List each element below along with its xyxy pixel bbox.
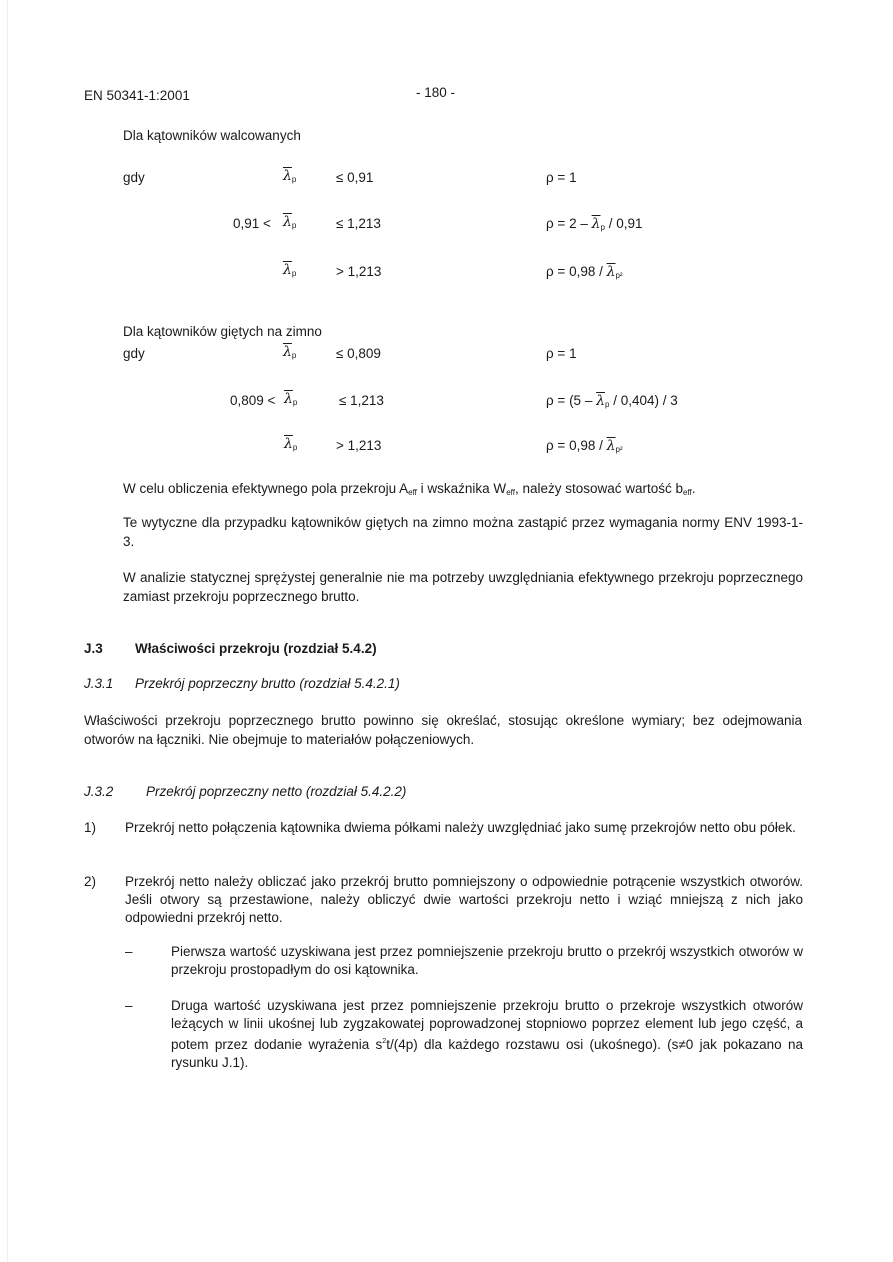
rolled-gdy: gdy (123, 170, 145, 185)
rolled-row2-lambda: $\overline{\lambda}_p$ (283, 214, 297, 230)
page-number: - 180 - (416, 85, 456, 100)
rolled-row3-condition: > 1,213 (336, 264, 382, 279)
cold-gdy: gdy (123, 346, 145, 361)
cold-row3-condition: > 1,213 (336, 438, 382, 453)
dash-1-text: Pierwsza wartość uzyskiwana jest przez pomniejszenie przekroju brutto o przekrój wszystkich otworów w przekroju prostopadłym do osi kątownika. (171, 944, 803, 977)
dash-2-text: Druga wartość uzyskiwana jest przez pomniejszenie przekroju brutto o przekroje wszystkich otworów leżących w linii ukośnej lub zygzakowatej poprowadzonej stopniowo poprzez element lub jego część, a potem przez dodanie wyrażenia $s^2t/(4p)$ dla każdego rozstawu osi (ukośnego). (s≠0 jak pokazano na rysunku J.1). (171, 998, 803, 1070)
cold-formed-paragraph: Te wytyczne dla przypadku kątowników giętych na zimno można zastąpić przez wymagania normy ENV 1993-1-3. (123, 515, 803, 549)
rolled-row2-rho: $\rho = 2 - \overline{\lambda}_p / 0,91$ (546, 216, 643, 232)
rolled-row1-rho: ρ = 1 (546, 170, 577, 185)
rolled-heading: Dla kątowników walcowanych (123, 128, 301, 143)
cold-row2-rho: $\rho = (5 - \overline{\lambda}_p / 0,404) / 3$ (546, 393, 678, 409)
item-1-number: 1) (84, 820, 97, 835)
section-j32-number: J.3.2 (84, 784, 114, 799)
rolled-row2-condition: ≤ 1,213 (336, 216, 381, 231)
section-j31-number: J.3.1 (84, 676, 114, 691)
cold-heading: Dla kątowników giętych na zimno (123, 324, 322, 339)
section-j32-title: Przekrój poprzeczny netto (rozdział 5.4.2.2) (146, 784, 407, 799)
document-id: EN 50341-1:2001 (84, 88, 190, 103)
dash-2-mark: – (125, 998, 133, 1013)
section-j3-title: Właściwości przekroju (rozdział 5.4.2) (135, 641, 377, 656)
rolled-row2-prefix: 0,91 < (233, 216, 271, 231)
cold-row2-prefix: 0,809 < (230, 393, 276, 408)
elastic-analysis-paragraph: W analizie statycznej sprężystej generalnie nie ma potrzeby uwzględniania efektywnego przekroju poprzecznego zamiast przekroju poprzecznego brutto. (123, 570, 803, 604)
rolled-row3-lambda: $\overline{\lambda}_p$ (283, 262, 297, 278)
rolled-row1-lambda: $\overline{\lambda}_p$ (283, 168, 297, 184)
cold-row2-lambda: $\overline{\lambda}_p$ (284, 391, 298, 407)
rolled-row1-condition: ≤ 0,91 (336, 170, 374, 185)
cold-row1-rho: ρ = 1 (546, 346, 577, 361)
item-1-text: Przekrój netto połączenia kątownika dwiema półkami należy uwzględniać jako sumę przekrojów netto obu półek. (125, 820, 796, 835)
section-j3-number: J.3 (84, 641, 103, 656)
cold-row1-lambda: $\overline{\lambda}_p$ (283, 344, 297, 360)
cold-row1-condition: ≤ 0,809 (336, 346, 381, 361)
scan-margin-line (7, 0, 8, 1262)
cold-row2-condition: ≤ 1,213 (339, 393, 384, 408)
section-j31-title: Przekrój poprzeczny brutto (rozdział 5.4.2.1) (135, 676, 400, 691)
item-2-text: Przekrój netto należy obliczać jako przekrój brutto pomniejszony o odpowiednie potrącenie wszystkich otworów. Jeśli otwory są przestawione, należy obliczyć dwie wartości przekroju netto i wziąć mniejszą z nich jako odpowiedni przekrój netto. (125, 874, 803, 925)
item-2-number: 2) (84, 874, 97, 889)
cold-row3-rho: $\rho = 0,98 / \overline{\lambda}_{p^2}$ (546, 438, 623, 454)
rolled-row3-rho: $\rho = 0,98 / \overline{\lambda}_{p^2}$ (546, 264, 623, 280)
cold-row3-lambda: $\overline{\lambda}_p$ (284, 436, 298, 452)
gross-section-paragraph: Właściwości przekroju poprzecznego brutto powinno się określać, stosując określone wymiary; bez odejmowania otworów na łączniki. Nie obejmuje to materiałów połączeniowych. (84, 713, 802, 747)
dash-1-mark: – (125, 944, 133, 959)
effective-section-paragraph: W celu obliczenia efektywnego pola przekroju $A_{eff}$ i wskaźnika $W_{eff}$, należy stosować wartość $b_{eff}$. (123, 481, 696, 497)
